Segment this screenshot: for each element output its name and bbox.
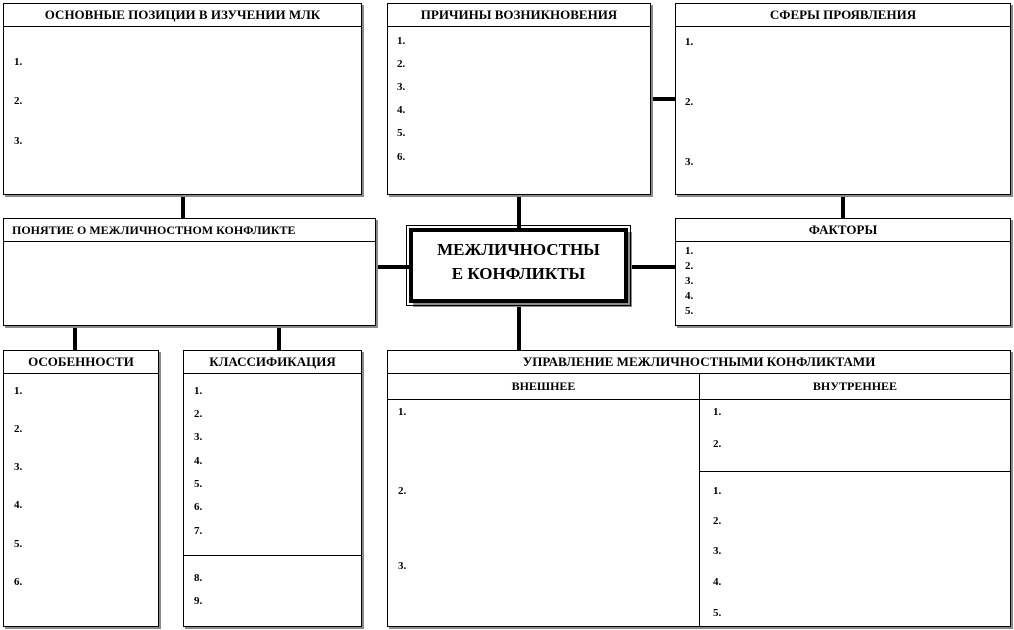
internal-title: ВНУТРЕННЕЕ [812,379,898,393]
connector-causes-center [517,195,521,228]
connector-causes-spheres [651,97,675,101]
classification-item: 5. [194,478,203,490]
connector-concept-features [73,326,77,350]
spheres-item: 2. [685,96,694,108]
external-item: 1. [398,406,407,418]
classification-divider [184,555,361,556]
connector-center-management [517,303,521,351]
factors-title: ФАКТОРЫ [676,219,1010,242]
spheres-item: 1. [685,36,694,48]
internal-bottom-item: 2. [713,515,722,527]
factors-item: 3. [685,275,694,287]
spheres-item: 3. [685,156,694,168]
causes-item: 2. [397,58,406,70]
management-column-divider [699,373,700,626]
causes-box [387,3,651,195]
management-title: УПРАВЛЕНИЕ МЕЖЛИЧНОСТНЫМИ КОНФЛИКТАМИ [388,351,1010,374]
central-topic-line1: МЕЖЛИЧНОСТНЫ [437,240,600,259]
classification-title: КЛАССИФИКАЦИЯ [184,351,361,374]
connector-concept-center [376,265,409,269]
classification-item: 3. [194,431,203,443]
causes-item: 3. [397,81,406,93]
central-topic [409,228,628,303]
management-box [387,350,1011,627]
features-item: 2. [14,423,23,435]
concept-title: ПОНЯТИЕ О МЕЖЛИЧНОСТНОМ КОНФЛИКТЕ [4,219,375,242]
features-item: 3. [14,461,23,473]
causes-item: 1. [397,35,406,47]
external-item: 3. [398,560,407,572]
classification-item: 2. [194,408,203,420]
features-item: 1. [14,385,23,397]
positions-item: 3. [14,135,23,147]
internal-divider [700,471,1010,472]
central-topic-line2: Е КОНФЛИКТЫ [451,264,586,283]
connector-positions-concept [181,195,185,218]
features-title: ОСОБЕННОСТИ [4,351,158,374]
causes-item: 5. [397,127,406,139]
positions-item: 2. [14,95,23,107]
spheres-title: СФЕРЫ ПРОЯВЛЕНИЯ [676,4,1010,27]
positions-item: 1. [14,56,23,68]
classification-item: 4. [194,455,203,467]
spheres-box [675,3,1011,195]
features-item: 6. [14,576,23,588]
internal-bottom-item: 4. [713,576,722,588]
causes-item: 6. [397,151,406,163]
internal-bottom-item: 3. [713,545,722,557]
classification-item: 1. [194,385,203,397]
causes-title: ПРИЧИНЫ ВОЗНИКНОВЕНИЯ [388,4,650,27]
factors-box [675,218,1011,326]
connector-spheres-factors [841,195,845,218]
internal-bottom-item: 1. [713,485,722,497]
classification-item: 6. [194,501,203,513]
causes-item: 4. [397,104,406,116]
external-item: 2. [398,485,407,497]
positions-title: ОСНОВНЫЕ ПОЗИЦИИ В ИЗУЧЕНИИ МЛК [4,4,361,27]
classification-box [183,350,362,627]
external-title: ВНЕШНЕЕ [511,379,576,393]
factors-item: 4. [685,290,694,302]
connector-center-factors [628,265,675,269]
factors-item: 1. [685,245,694,257]
classification-item: 8. [194,572,203,584]
features-item: 4. [14,499,23,511]
classification-item: 7. [194,525,203,537]
factors-item: 5. [685,305,694,317]
classification-item: 9. [194,595,203,607]
factors-item: 2. [685,260,694,272]
positions-box [3,3,362,195]
connector-concept-classification [277,326,281,350]
internal-top-item: 1. [713,406,722,418]
internal-bottom-item: 5. [713,607,722,619]
concept-box [3,218,376,326]
features-item: 5. [14,538,23,550]
features-box [3,350,159,627]
internal-top-item: 2. [713,438,722,450]
